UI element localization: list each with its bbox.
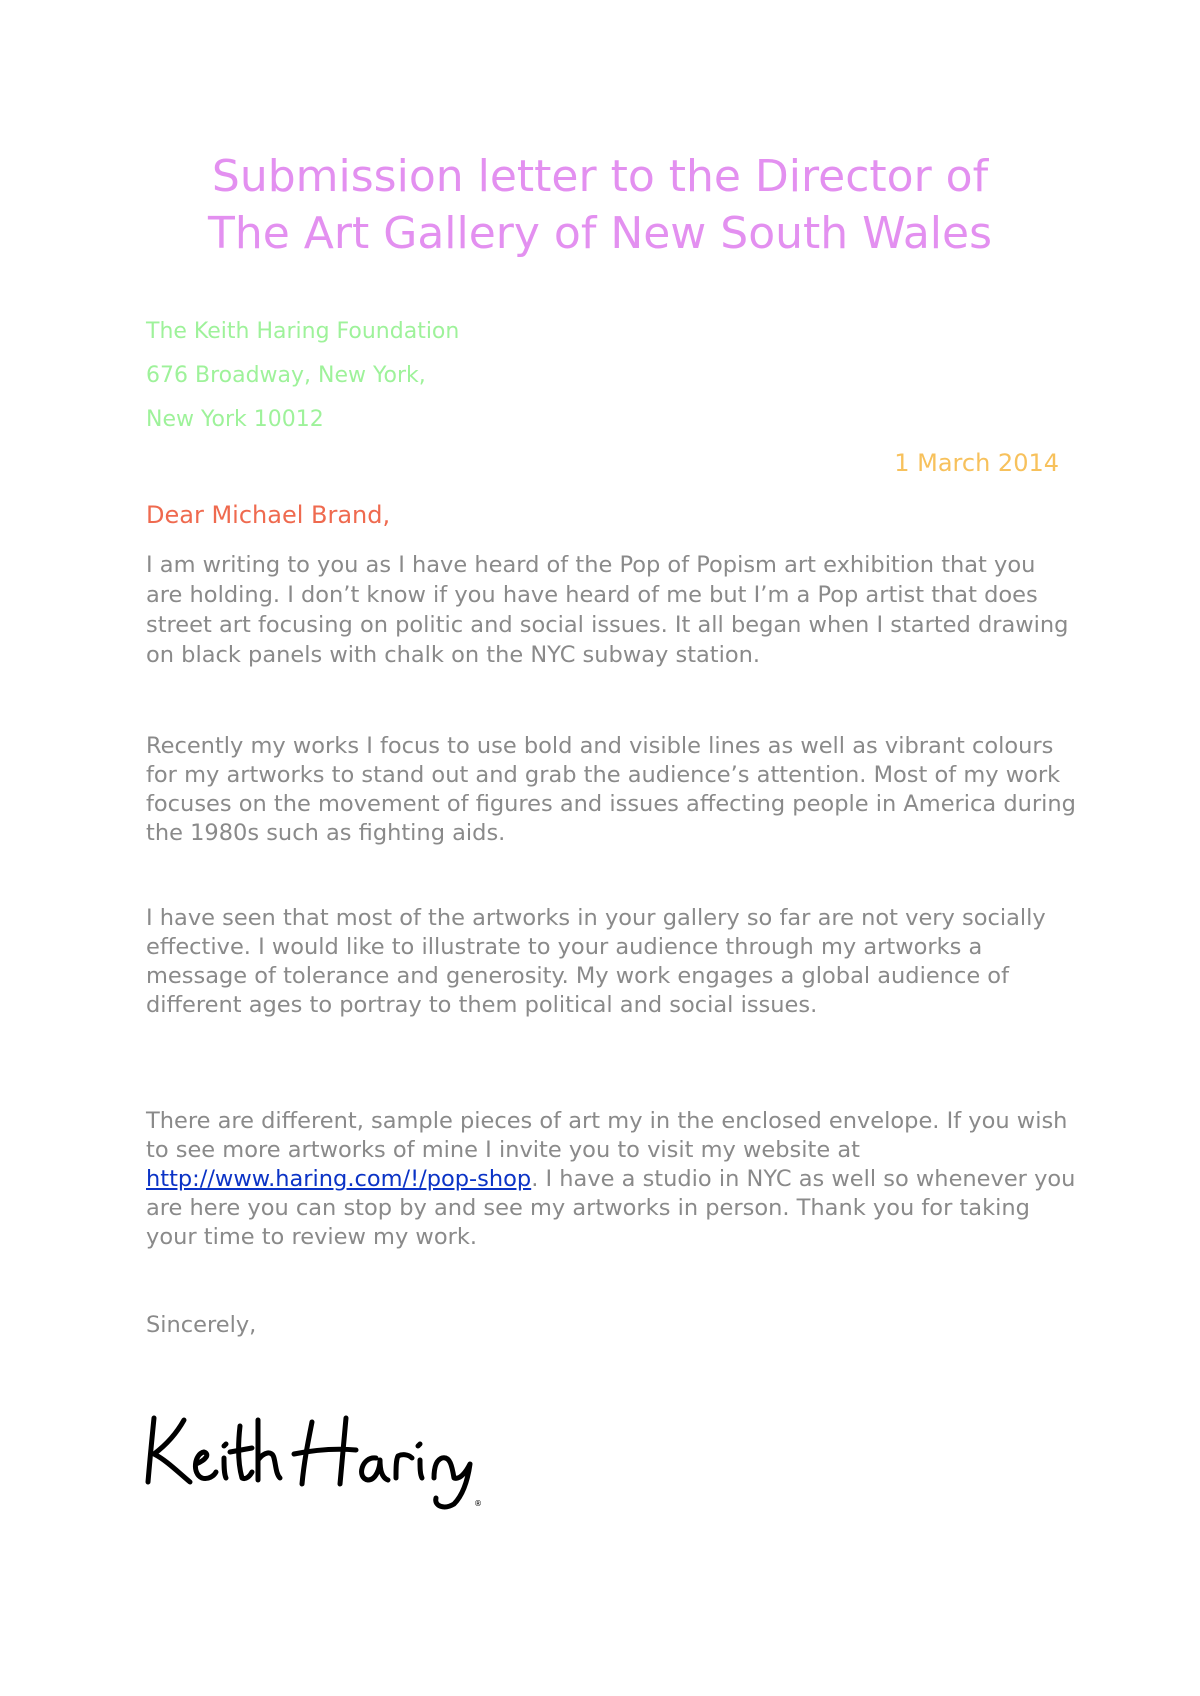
- address-line-1: The Keith Haring Foundation: [146, 319, 460, 344]
- title-line-1: Submission letter to the Director of: [211, 151, 989, 202]
- body-paragraph-2: Recently my works I focus to use bold and visible lines as well as vibrant colours for my artworks to stand out and grab the audience’s attention. Most of my work focuses on the movement of figures and issues affecting people in America during the 1980s such as fighting aids.: [146, 733, 1076, 846]
- salutation: Dear Michael Brand,: [146, 501, 391, 529]
- address-line-2: 676 Broadway, New York,: [146, 363, 426, 388]
- svg-text:®: ®: [474, 1499, 482, 1508]
- paragraph-4-text-after: . I have a studio in NYC as well so whenever you are here you can stop by and see my artworks in person. Thank you for taking your time to review my work.: [146, 1166, 1076, 1250]
- body-paragraph-3: I have seen that most of the artworks in your gallery so far are not very socially effective. I would like to illustrate to your audience through my artworks a message of tolerance and generosity. My work engages a global audience of different ages to portray to them political and social issues.: [146, 905, 1046, 1018]
- letter-date: 1 March 2014: [894, 449, 1059, 477]
- letter-title: [0, 148, 1200, 262]
- body-paragraph-1: I am writing to you as I have heard of the Pop of Popism art exhibition that you are holding. I don’t know if you have heard of me but I’m a Pop artist that does street art focusing on politic and social issues. It all began when I started drawing on black panels with chalk on the NYC subway station.: [146, 552, 1069, 668]
- signature-image: [144, 1398, 504, 1513]
- address-line-3: New York 10012: [146, 407, 324, 432]
- closing: Sincerely,: [146, 1312, 257, 1338]
- title-line-2: The Art Gallery of New South Wales: [207, 208, 993, 259]
- website-link[interactable]: http://www.haring.com/!/pop-shop: [146, 1166, 532, 1192]
- sender-address: [146, 310, 459, 442]
- body-paragraph-4: [146, 1107, 1076, 1252]
- paragraph-4-text-before: There are different, sample pieces of art my in the enclosed envelope. If you wish to see more artworks of mine I invite you to visit my website at: [146, 1108, 1068, 1163]
